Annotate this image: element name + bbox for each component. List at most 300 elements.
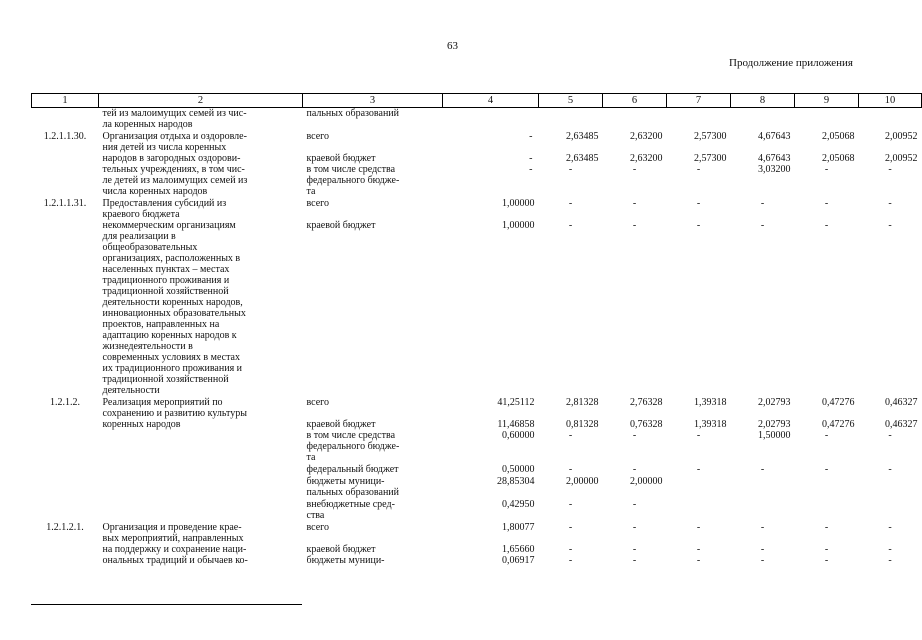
item-code	[32, 441, 99, 452]
table-row	[32, 341, 922, 352]
item-code	[32, 499, 99, 510]
total-value	[443, 487, 539, 498]
total-value	[443, 319, 539, 330]
year-1-value: -	[568, 198, 573, 209]
year-6-value: -	[888, 198, 892, 209]
year-2-value: 2,76328	[630, 397, 663, 408]
year-5-value	[795, 319, 859, 330]
item-code	[32, 430, 99, 441]
item-name: некоммерческим организациям	[102, 220, 236, 231]
table-row	[32, 499, 922, 510]
year-2-value	[603, 510, 667, 521]
total-value	[443, 264, 539, 275]
item-code	[32, 374, 99, 385]
total-value: 0,50000	[502, 464, 535, 475]
year-5-value: 0,47276	[822, 397, 855, 408]
year-5-value: -	[824, 464, 829, 475]
item-code	[32, 264, 99, 275]
table-row	[32, 319, 922, 330]
year-4-value: -	[760, 555, 765, 566]
year-4-value	[731, 374, 795, 385]
year-1-value	[539, 330, 603, 341]
year-5-value	[795, 487, 859, 498]
year-5-value	[795, 385, 859, 396]
year-2-value: -	[632, 522, 637, 533]
funding-source	[303, 308, 443, 319]
year-2-value	[603, 385, 667, 396]
year-5-value	[795, 108, 859, 120]
year-6-value: 0,46327	[885, 419, 918, 430]
table-row	[32, 510, 922, 521]
table-row	[32, 464, 922, 475]
item-code	[32, 164, 99, 175]
total-value	[443, 441, 539, 452]
year-6-value	[859, 275, 922, 286]
item-name: числа коренных народов	[102, 186, 208, 197]
year-5-value	[795, 476, 859, 487]
table-row	[32, 186, 922, 197]
year-3-value: -	[696, 555, 701, 566]
year-1-value	[539, 363, 603, 374]
total-value: 41,25112	[497, 397, 535, 408]
funding-source: та	[306, 186, 316, 197]
year-2-value	[603, 253, 667, 264]
column-header-8: 8	[731, 94, 795, 108]
year-2-value	[603, 242, 667, 253]
item-name	[99, 510, 303, 521]
year-2-value: -	[632, 164, 637, 175]
year-5-value	[795, 186, 859, 197]
year-3-value	[667, 363, 731, 374]
year-1-value	[539, 341, 603, 352]
funding-source: краевой бюджет	[306, 419, 376, 430]
year-3-value	[667, 297, 731, 308]
year-4-value: -	[760, 464, 765, 475]
year-2-value	[603, 330, 667, 341]
total-value	[443, 108, 539, 120]
year-3-value: -	[696, 430, 701, 441]
year-4-value	[731, 319, 795, 330]
year-6-value	[859, 286, 922, 297]
year-4-value	[731, 242, 795, 253]
table-row	[32, 264, 922, 275]
year-1-value: -	[568, 220, 573, 231]
year-6-value	[859, 108, 922, 120]
item-name: ле детей из малоимущих семей из	[102, 175, 248, 186]
item-code: 1.2.1.2.1.	[46, 522, 84, 533]
year-1-value: 0,81328	[566, 419, 599, 430]
year-3-value	[667, 142, 731, 153]
year-5-value: -	[824, 522, 829, 533]
year-5-value	[795, 308, 859, 319]
year-1-value: 2,63485	[566, 153, 599, 164]
year-1-value	[539, 286, 603, 297]
item-name: деятельности коренных народов,	[102, 297, 243, 308]
year-1-value	[539, 452, 603, 463]
item-code	[32, 385, 99, 396]
item-name: ональных традиций и обычаев ко-	[102, 555, 248, 566]
total-value: -	[529, 131, 533, 142]
year-3-value: 1,39318	[694, 419, 727, 430]
year-4-value: 2,02793	[758, 397, 791, 408]
year-6-value	[859, 253, 922, 264]
year-4-value	[731, 286, 795, 297]
item-name: Организация отдыха и оздоровле-	[102, 131, 247, 142]
table-row	[32, 153, 922, 164]
year-4-value	[731, 441, 795, 452]
year-4-value: 2,02793	[758, 419, 791, 430]
funding-source	[303, 319, 443, 330]
item-name: их традиционного проживания и	[102, 363, 243, 374]
funding-source: бюджеты муници-	[306, 555, 385, 566]
item-name: проектов, направленных на	[102, 319, 220, 330]
year-2-value	[603, 142, 667, 153]
year-6-value	[859, 408, 922, 419]
year-3-value	[667, 209, 731, 220]
year-2-value	[603, 308, 667, 319]
item-code	[32, 286, 99, 297]
item-name: Организация и проведение крае-	[102, 522, 242, 533]
year-2-value	[603, 297, 667, 308]
year-6-value	[859, 533, 922, 544]
year-1-value	[539, 510, 603, 521]
year-2-value: 2,63200	[630, 153, 663, 164]
year-6-value	[859, 330, 922, 341]
item-code	[32, 175, 99, 186]
funding-source: всего	[306, 522, 330, 533]
item-name: общеобразовательных	[102, 242, 198, 253]
funding-source: краевой бюджет	[306, 220, 376, 231]
year-2-value	[603, 408, 667, 419]
year-6-value	[859, 242, 922, 253]
total-value	[443, 510, 539, 521]
year-5-value	[795, 341, 859, 352]
year-5-value	[795, 452, 859, 463]
year-5-value	[795, 510, 859, 521]
year-5-value: 0,47276	[822, 419, 855, 430]
year-6-value	[859, 186, 922, 197]
item-name: ния детей из числа коренных	[102, 142, 227, 153]
year-1-value	[539, 297, 603, 308]
total-value: 0,06917	[502, 555, 535, 566]
year-3-value	[667, 352, 731, 363]
total-value: 1,00000	[502, 198, 535, 209]
funding-source	[303, 119, 443, 130]
item-code	[32, 275, 99, 286]
column-header-4: 4	[443, 94, 539, 108]
year-3-value	[667, 286, 731, 297]
item-name	[99, 441, 303, 452]
year-3-value	[667, 242, 731, 253]
year-3-value	[667, 108, 731, 120]
funding-source	[303, 297, 443, 308]
funding-source	[303, 352, 443, 363]
funding-source	[303, 363, 443, 374]
year-2-value: 2,63200	[630, 131, 663, 142]
funding-source: ства	[306, 510, 325, 521]
total-value	[443, 175, 539, 186]
item-code	[32, 297, 99, 308]
year-5-value	[795, 330, 859, 341]
year-4-value	[731, 142, 795, 153]
funding-source	[303, 341, 443, 352]
item-code	[32, 352, 99, 363]
table-row	[32, 231, 922, 242]
total-value	[443, 253, 539, 264]
year-2-value: -	[632, 555, 637, 566]
total-value	[443, 330, 539, 341]
funding-source: бюджеты муници-	[306, 476, 385, 487]
year-6-value	[859, 374, 922, 385]
year-5-value	[795, 499, 859, 510]
item-code	[32, 253, 99, 264]
table-row	[32, 522, 922, 533]
year-1-value	[539, 264, 603, 275]
year-5-value	[795, 175, 859, 186]
funding-source: федерального бюдже-	[306, 175, 400, 186]
year-6-value: -	[888, 220, 892, 231]
budget-table	[31, 93, 922, 566]
funding-source: внебюджетные сред-	[306, 499, 395, 510]
item-code	[32, 487, 99, 498]
year-6-value: -	[888, 164, 892, 175]
funding-source: всего	[306, 397, 330, 408]
year-6-value	[859, 510, 922, 521]
total-value	[443, 209, 539, 220]
year-5-value	[795, 242, 859, 253]
year-3-value: -	[696, 164, 701, 175]
year-2-value	[603, 264, 667, 275]
item-code	[32, 209, 99, 220]
year-4-value: 4,67643	[758, 131, 791, 142]
table-row	[32, 430, 922, 441]
year-4-value	[731, 341, 795, 352]
year-2-value	[603, 441, 667, 452]
year-2-value	[603, 119, 667, 130]
year-1-value: -	[568, 499, 573, 510]
item-code	[32, 108, 99, 120]
year-5-value	[795, 264, 859, 275]
table-header	[32, 94, 922, 108]
year-6-value	[859, 441, 922, 452]
year-2-value: -	[632, 220, 637, 231]
item-name: Реализация мероприятий по	[102, 397, 223, 408]
year-4-value: -	[760, 544, 765, 555]
table-row	[32, 242, 922, 253]
item-code	[32, 231, 99, 242]
year-4-value	[731, 533, 795, 544]
year-5-value	[795, 275, 859, 286]
year-4-value	[731, 209, 795, 220]
year-5-value: -	[824, 198, 829, 209]
year-2-value	[603, 231, 667, 242]
year-1-value	[539, 441, 603, 452]
year-6-value	[859, 264, 922, 275]
year-3-value: -	[696, 464, 701, 475]
year-6-value: -	[888, 555, 892, 566]
year-6-value	[859, 119, 922, 130]
year-1-value	[539, 175, 603, 186]
item-name: тей из малоимущих семей из чис-	[102, 108, 247, 119]
item-code	[32, 330, 99, 341]
total-value	[443, 363, 539, 374]
item-name	[99, 430, 303, 441]
item-name: коренных народов	[102, 419, 181, 430]
funding-source: краевой бюджет	[306, 544, 376, 555]
funding-source: федерального бюдже-	[306, 441, 400, 452]
total-value: 1,80077	[502, 522, 535, 533]
item-name: сохранению и развитию культуры	[102, 408, 248, 419]
year-3-value: -	[696, 198, 701, 209]
total-value	[443, 142, 539, 153]
table-row	[32, 108, 922, 120]
column-header-1: 1	[32, 94, 99, 108]
year-1-value	[539, 253, 603, 264]
year-6-value: 2,00952	[885, 153, 918, 164]
year-3-value	[667, 319, 731, 330]
year-3-value	[667, 175, 731, 186]
year-3-value: 2,57300	[694, 153, 727, 164]
year-4-value	[731, 253, 795, 264]
table-row	[32, 441, 922, 452]
year-6-value	[859, 476, 922, 487]
item-code	[32, 341, 99, 352]
year-2-value: 0,76328	[630, 419, 663, 430]
year-3-value	[667, 264, 731, 275]
item-name: традиционной хозяйственной	[102, 374, 229, 385]
total-value: 0,60000	[502, 430, 535, 441]
year-2-value	[603, 363, 667, 374]
funding-source	[303, 275, 443, 286]
year-2-value	[603, 108, 667, 120]
year-2-value: 2,00000	[630, 476, 663, 487]
year-1-value: -	[568, 164, 573, 175]
funding-source	[303, 533, 443, 544]
funding-source	[303, 209, 443, 220]
table-row	[32, 385, 922, 396]
total-value	[443, 297, 539, 308]
item-name	[99, 499, 303, 510]
year-1-value	[539, 209, 603, 220]
year-4-value	[731, 186, 795, 197]
year-6-value: -	[888, 464, 892, 475]
year-2-value: -	[632, 499, 637, 510]
year-3-value	[667, 452, 731, 463]
item-code	[32, 510, 99, 521]
year-3-value	[667, 275, 731, 286]
item-name: деятельности	[102, 385, 160, 396]
year-4-value: 3,03200	[758, 164, 791, 175]
item-name: Предоставления субсидий из	[102, 198, 227, 209]
year-4-value: -	[760, 522, 765, 533]
table-row	[32, 297, 922, 308]
item-code	[32, 242, 99, 253]
total-value	[443, 275, 539, 286]
year-1-value	[539, 374, 603, 385]
item-name: инновационных образовательных	[102, 308, 246, 319]
total-value	[443, 119, 539, 130]
year-5-value	[795, 142, 859, 153]
funding-source	[303, 142, 443, 153]
total-value: 1,00000	[502, 220, 535, 231]
year-5-value	[795, 297, 859, 308]
item-code: 1.2.1.1.30.	[43, 131, 87, 142]
table-row	[32, 198, 922, 209]
year-2-value: -	[632, 544, 637, 555]
year-3-value	[667, 341, 731, 352]
continuation-label: Продолжение приложения	[729, 57, 853, 69]
year-4-value	[731, 264, 795, 275]
year-2-value	[603, 487, 667, 498]
table-row	[32, 452, 922, 463]
table-row	[32, 142, 922, 153]
column-header-3: 3	[303, 94, 443, 108]
page-number: 63	[447, 40, 458, 52]
item-name: организациях, расположенных в	[102, 253, 241, 264]
year-6-value	[859, 142, 922, 153]
funding-source: пальных образований	[306, 487, 399, 498]
year-5-value: 2,05068	[822, 153, 855, 164]
year-3-value	[667, 119, 731, 130]
year-2-value	[603, 275, 667, 286]
year-4-value: -	[760, 198, 765, 209]
total-value	[443, 242, 539, 253]
total-value	[443, 308, 539, 319]
funding-source: краевой бюджет	[306, 153, 376, 164]
year-5-value: -	[824, 164, 829, 175]
item-code	[32, 119, 99, 130]
year-5-value	[795, 374, 859, 385]
year-2-value	[603, 319, 667, 330]
item-code	[32, 408, 99, 419]
table-row	[32, 330, 922, 341]
year-1-value	[539, 119, 603, 130]
year-5-value: -	[824, 555, 829, 566]
year-3-value: 1,39318	[694, 397, 727, 408]
year-2-value: -	[632, 430, 637, 441]
year-4-value	[731, 476, 795, 487]
table-row	[32, 397, 922, 408]
total-value	[443, 186, 539, 197]
item-name: тельных учреждениях, в том чис-	[102, 164, 245, 175]
item-code	[32, 533, 99, 544]
year-2-value	[603, 175, 667, 186]
total-value: 1,65660	[502, 544, 535, 555]
year-1-value	[539, 242, 603, 253]
year-3-value	[667, 186, 731, 197]
item-code	[32, 464, 99, 475]
table-row	[32, 286, 922, 297]
item-name	[99, 476, 303, 487]
year-6-value	[859, 308, 922, 319]
year-4-value	[731, 119, 795, 130]
year-3-value	[667, 510, 731, 521]
table-row	[32, 408, 922, 419]
total-value	[443, 385, 539, 396]
table-row	[32, 175, 922, 186]
table-row	[32, 533, 922, 544]
year-1-value	[539, 408, 603, 419]
year-1-value: 2,00000	[566, 476, 599, 487]
year-1-value	[539, 275, 603, 286]
year-3-value	[667, 533, 731, 544]
year-6-value: -	[888, 544, 892, 555]
table-row	[32, 275, 922, 286]
year-4-value	[731, 487, 795, 498]
year-4-value	[731, 330, 795, 341]
year-1-value	[539, 231, 603, 242]
item-name: вых мероприятий, направленных	[102, 533, 244, 544]
